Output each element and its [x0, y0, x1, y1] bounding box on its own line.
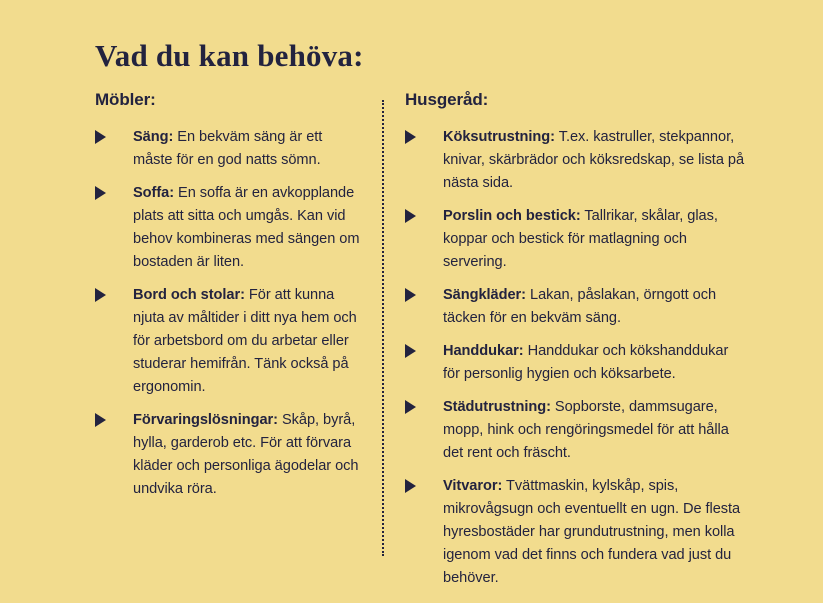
- list-item-term: Vitvaror:: [443, 478, 503, 494]
- list-household: [405, 126, 745, 590]
- column-heading-furniture: Möbler:: [95, 90, 156, 109]
- list-item-term: Bord och stolar:: [133, 287, 245, 303]
- list-item: [405, 284, 745, 330]
- list-item-term: Köksutrustning:: [443, 129, 555, 145]
- triangle-right-icon: [95, 130, 106, 144]
- triangle-right-icon: [405, 130, 416, 144]
- triangle-right-icon: [405, 344, 416, 358]
- list-item-description: En soffa är en avkopplande plats att sitta och umgås. Kan vid behov kombineras med sängen om bostaden är liten.: [133, 185, 360, 270]
- list-item: [95, 182, 365, 274]
- list-item-term: Förvaringslösningar:: [133, 412, 278, 428]
- list-furniture: [95, 126, 365, 501]
- column-divider: [382, 100, 384, 556]
- list-item-term: Soffa:: [133, 185, 175, 201]
- list-item-term: Städutrustning:: [443, 399, 551, 415]
- triangle-right-icon: [405, 288, 416, 302]
- list-item-description: En bekväm säng är ett måste för en god natts sömn.: [133, 129, 323, 168]
- list-item: [95, 126, 365, 172]
- page-title: Vad du kan behöva:: [95, 38, 364, 73]
- column-furniture: [95, 90, 365, 501]
- list-item-description: Lakan, påslakan, örngott och täcken för en bekväm säng.: [443, 287, 717, 326]
- triangle-right-icon: [405, 209, 416, 223]
- list-item-term: Sängkläder:: [443, 287, 526, 303]
- triangle-right-icon: [405, 479, 416, 493]
- column-heading-household: Husgeråd:: [405, 90, 489, 109]
- column-household: [405, 90, 745, 590]
- list-item: [405, 340, 745, 386]
- list-item-description: T.ex. kastruller, stekpannor, knivar, skärbrädor och köksredskap, se lista på nästa sida.: [443, 129, 745, 191]
- triangle-right-icon: [405, 400, 416, 414]
- list-item-description: Sopborste, dammsugare, mopp, hink och rengöringsmedel för att hålla det rent och fräscht.: [443, 399, 729, 461]
- list-item-description: Tallrikar, skålar, glas, koppar och bestick för matlagning och servering.: [443, 208, 718, 270]
- list-item-term: Handdukar:: [443, 343, 524, 359]
- triangle-right-icon: [95, 413, 106, 427]
- list-item-description: Skåp, byrå, hylla, garderob etc. För att förvara kläder och personliga ägodelar och undvika röra.: [133, 412, 359, 497]
- list-item: [405, 475, 745, 590]
- triangle-right-icon: [95, 288, 106, 302]
- list-item: [405, 396, 745, 465]
- list-item-term: Porslin och bestick:: [443, 208, 581, 224]
- list-item-description: Tvättmaskin, kylskåp, spis, mikrovågsugn och eventuellt en ugn. De flesta hyresbostäder har grundutrustning, men kolla igenom vad det finns och fundera vad just du behöver.: [443, 478, 741, 586]
- list-item: [405, 126, 745, 195]
- list-item-description: För att kunna njuta av måltider i ditt nya hem och för arbetsbord om du arbetar eller studerar hemifrån. Tänk också på ergonomin.: [133, 287, 357, 395]
- list-item-term: Säng:: [133, 129, 174, 145]
- list-item: [405, 205, 745, 274]
- list-item: [95, 284, 365, 399]
- list-item-description: Handdukar och kökshanddukar för personlig hygien och köksarbete.: [443, 343, 729, 382]
- triangle-right-icon: [95, 186, 106, 200]
- list-item: [95, 409, 365, 501]
